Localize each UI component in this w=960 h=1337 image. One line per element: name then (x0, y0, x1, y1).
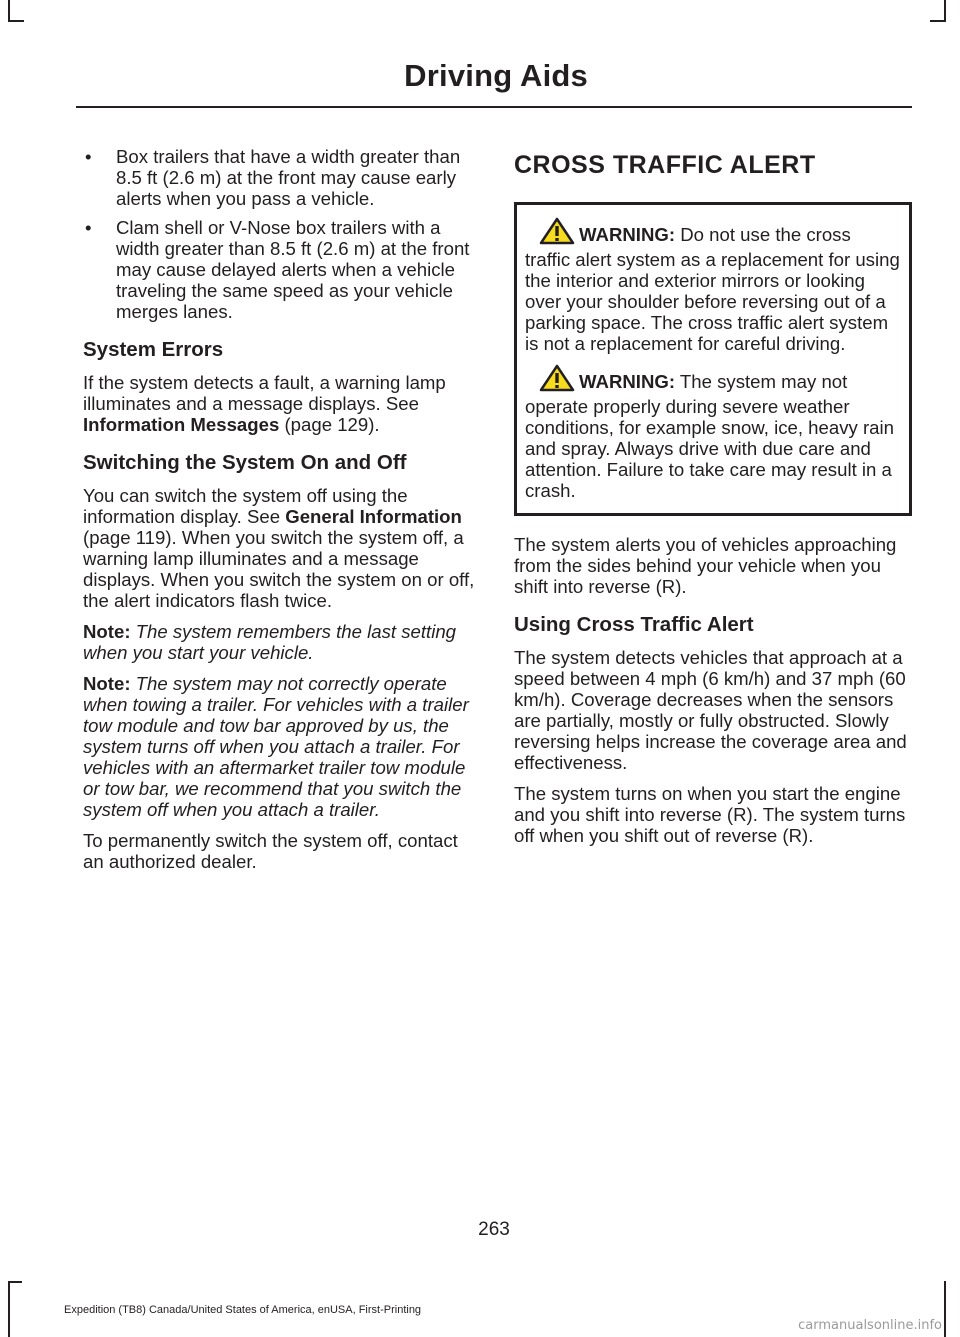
note-towing-trailer: Note: The system may not correctly operate when towing a trailer. For vehicles with a trailer tow module and tow bar approved by us, the system turns off when you attach a trailer. For vehicles with an aftermarket trailer tow module or tow bar, we recommend that you switch the system off when you attach a trailer. (83, 673, 469, 820)
switching-paragraph: You can switch the system off using the information display. See General Information (page 119). When you switch the system off, a warning lamp illuminates and a message displays. When you switch the system on or off, the alert indicators flash twice. (83, 485, 475, 611)
bullet-icon: • (85, 217, 92, 238)
detection-range-paragraph: The system detects vehicles that approach at a speed between 4 mph (6 km/h) and 37 mph (60 km/h). Coverage decreases when the sensors are partially, mostly or fully obstructed. Slowly reversing helps increase the coverage area and effectiveness. (514, 647, 907, 773)
right-column (514, 146, 912, 856)
cross-traffic-alert-heading: CROSS TRAFFIC ALERT (514, 151, 816, 179)
warning-item: WARNING: The system may not operate properly during severe weather conditions, for example snow, ice, heavy rain and spray. Always drive with due care and attention. Failure to take care may result in a crash. (525, 364, 901, 501)
page-header-title: Driving Aids (404, 58, 588, 93)
warning-box (514, 202, 912, 516)
crop-mark (930, 20, 946, 22)
list-item-text: Box trailers that have a width greater than 8.5 ft (2.6 m) at the front may cause early alerts when you pass a vehicle. (116, 146, 461, 209)
bullet-icon: • (85, 146, 92, 167)
header-divider (76, 106, 912, 108)
edition-footer: Expedition (TB8) Canada/United States of America, enUSA, First-Printing (64, 1304, 422, 1316)
list-item (83, 217, 481, 322)
crop-mark (944, 1281, 946, 1337)
list-item-text: Clam shell or V-Nose box trailers with a width greater than 8.5 ft (2.6 m) at the front may cause delayed alerts when a vehicle traveling the same speed as your vehicle merges lanes. (116, 217, 470, 322)
activation-paragraph: The system turns on when you start the engine and you shift into reverse (R). The system turns off when you shift out of reverse (R). (514, 783, 906, 846)
page-number: 263 (478, 1219, 510, 1240)
warning-item: WARNING: Do not use the cross traffic alert system as a replacement for using the interior and exterior mirrors or looking over your shoulder before reversing out of a parking space. The cross traffic alert system is not a replacement for careful driving. (525, 217, 901, 354)
system-errors-paragraph: If the system detects a fault, a warning lamp illuminates and a message displays. See Information Messages (page 129). (83, 372, 446, 435)
list-item (83, 146, 481, 209)
using-cross-traffic-alert-heading: Using Cross Traffic Alert (514, 613, 754, 636)
switching-heading: Switching the System On and Off (83, 451, 407, 474)
crop-mark (944, 0, 946, 22)
cross-traffic-intro-paragraph: The system alerts you of vehicles approaching from the sides behind your vehicle when you shift into reverse (R). (514, 534, 897, 597)
trailer-bullet-list (83, 146, 481, 322)
crop-mark (8, 20, 24, 22)
note-remembers-setting: Note: The system remembers the last setting when you start your vehicle. (83, 621, 457, 663)
crop-mark (8, 1281, 10, 1337)
permanent-switch-off-paragraph: To permanently switch the system off, contact an authorized dealer. (83, 830, 458, 872)
general-information-link[interactable]: General Information (285, 506, 462, 527)
system-errors-heading: System Errors (83, 338, 224, 361)
left-column (83, 146, 481, 882)
crop-mark (8, 1281, 22, 1283)
watermark: carmanualsonline.info (798, 1318, 942, 1333)
warning-triangle-icon (539, 217, 575, 249)
warning-triangle-icon (539, 364, 575, 396)
information-messages-link[interactable]: Information Messages (83, 414, 280, 435)
crop-mark (8, 0, 10, 22)
